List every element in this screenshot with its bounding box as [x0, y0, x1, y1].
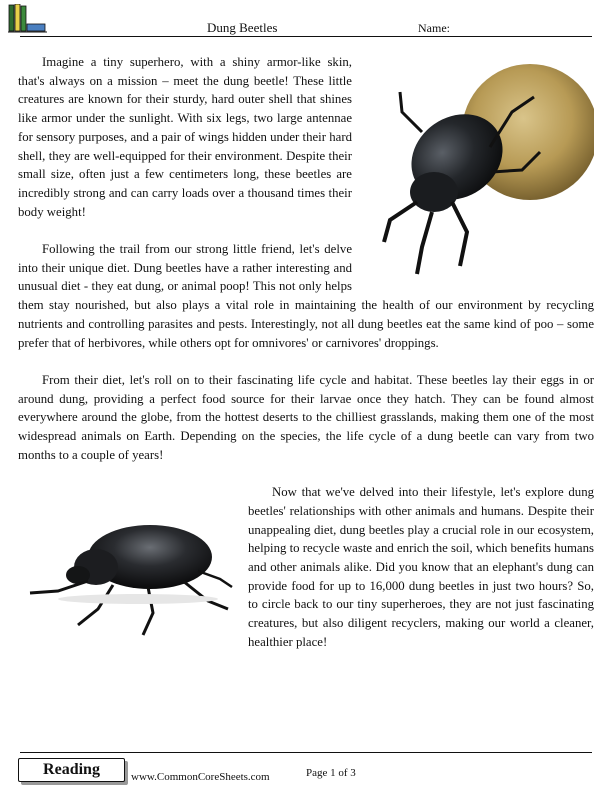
subject-badge: Reading: [18, 758, 125, 782]
header-divider: [20, 36, 592, 37]
page-footer: [0, 752, 612, 792]
books-icon: [8, 4, 48, 34]
page-header: [0, 0, 612, 40]
footer-divider: [20, 752, 592, 753]
paragraph-4: Now that we've delved into their lifestyle, let's explore dung beetles' relationships with other animals and humans. Despite their unappealing diet, dung beetles play a crucial role in our ecosystem, helping to recycle waste and enrich the soil, which benefits humans and other animals alike. Did you know that an elephant's dung can provide food for up to 16,000 dung beetles in just two hours? So, to circle back to our tiny superheroes, they are not just fascinating creatures, but also diligent recyclers, making our world a cleaner, healthier place!: [248, 485, 594, 649]
page-title: Dung Beetles: [207, 20, 278, 35]
page-number: Page 1 of 3: [306, 767, 356, 779]
name-field-label: Name:: [418, 21, 450, 35]
beetle-rolling-dung-ball-image: [362, 52, 594, 288]
beetle-side-view-image: [18, 509, 236, 641]
paragraph-1: Imagine a tiny superhero, with a shiny armor-like skin, that's always on a mission – meet the dung beetle! These little creatures are known for their sturdy, hard outer shell that shines like armor under the sunlight. With six legs, two large antennae for sensory purposes, and a pair of wings hidden under their hard shell, they are well-equipped for their environment. Despite their small size, often just a few centimeters long, these beetles are incredibly strong and can carry loads over a thousand times their body weight!: [18, 55, 352, 219]
article-body: [18, 53, 594, 651]
paragraph-3: From their diet, let's roll on to their fascinating life cycle and habitat. These beetles lay their eggs in or around dung, providing a perfect food source for their larvae once they hatch. They can be found almost everywhere around the globe, from the hottest deserts to the chilliest grasslands, making them one of the most widespread animals on Earth. Depending on the species, the life cycle of a dung beetle can vary from two months to a couple of years!: [18, 372, 594, 462]
site-url[interactable]: www.CommonCoreSheets.com: [131, 771, 270, 783]
paragraph-2: Following the trail from our strong little friend, let's delve into their unique diet. Dung beetles have a rather interesting and unusual diet - they eat dung, or animal poop! This not only helps them stay nourished, but also plays a vital role in maintaining the health of our environment by recycling nutrients and controlling parasites and pests. Interestingly, not all dung beetles eat the same kind of poo – some prefer that of herbivores, while others opt for omnivores' or carnivores' droppings.: [18, 242, 594, 350]
